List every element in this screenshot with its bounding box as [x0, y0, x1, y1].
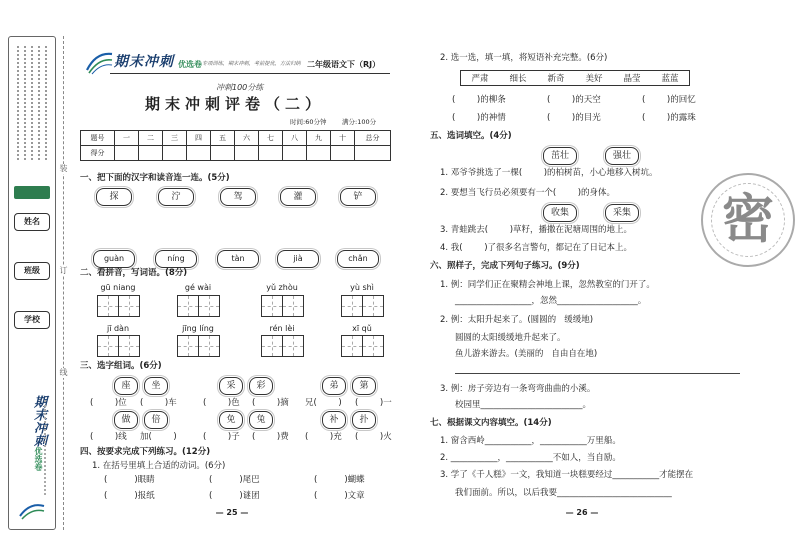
score-cell: [115, 146, 139, 161]
choice-word-cloud: 强壮: [605, 147, 639, 165]
pinyin-prompt: jīng líng: [182, 324, 214, 333]
section-4-title: 四、按要求完成下列练习。(12分): [80, 447, 211, 457]
word-bank-item: 美好: [585, 74, 603, 84]
recitation-line: 3. 学了《千人糕》一文，我知道一块糕要经过___________才能摆在: [440, 470, 694, 480]
score-cell: [283, 146, 307, 161]
choice-char-cloud: 第: [352, 377, 376, 395]
notice-text-line: [31, 46, 33, 160]
score-header-cell: 十: [331, 131, 355, 146]
writing-grid-cell: [177, 335, 199, 357]
recitation-line: 我们面前。所以，以后我要___________________________: [455, 488, 672, 498]
class-label: 班级: [14, 262, 50, 280]
word-blank: ( )位: [90, 398, 127, 408]
section-3-title: 三、选字组词。(6分): [80, 361, 162, 371]
confidential-stamp: [701, 173, 795, 267]
notice-badge: [14, 186, 50, 199]
writing-grid-cell: [97, 295, 119, 317]
section-4-question-1: 1. 在括号里填上合适的动词。(6分): [92, 461, 226, 471]
grade-label: 二年级语文下（RJ）: [307, 60, 381, 69]
word-blank: ( )子: [203, 432, 240, 442]
choice-char-cloud: 坐: [144, 377, 168, 395]
writing-grid-cell: [341, 335, 363, 357]
book-logo-icon: [84, 48, 114, 76]
answer-line: __________________，忽然___________________。: [455, 296, 647, 306]
score-header-cell: 题号: [81, 131, 115, 146]
choice-char-cloud: 免: [219, 411, 243, 429]
writing-grid-cell: [118, 335, 140, 357]
score-header-cell: 五: [211, 131, 235, 146]
word-blank: ( )费: [252, 432, 289, 442]
publisher-logo-icon: [18, 500, 46, 522]
fill-sentence: 1. 邓爷爷挑选了一棵( )的柏树苗，小心地移入树坑。: [440, 168, 658, 178]
word-blank: ( )充: [305, 432, 342, 442]
binding-mark: 订: [59, 266, 68, 275]
score-cell: [307, 146, 331, 161]
margin-logo-main: 期末冲刺: [31, 395, 46, 447]
notice-text-line: [24, 46, 26, 160]
score-header-cell: 三: [163, 131, 187, 146]
recitation-line: 1. 窗含西岭___________，___________万里船。: [440, 436, 621, 446]
word-blank: ( )火: [355, 432, 392, 442]
example-sentence: 2. 例：太阳升起来了。(圆圆的 缓缓地): [440, 315, 594, 325]
score-header-cell: 八: [283, 131, 307, 146]
writing-grid-cell: [282, 295, 304, 317]
section-2-title: 二、看拼音，写词语。(8分): [80, 268, 188, 278]
word-bank-box: [460, 70, 690, 86]
word-blank: 加( ): [140, 432, 177, 442]
hanzi-cloud: 泞: [158, 188, 194, 206]
example-sentence: 3. 例：房子旁边有一条弯弯曲曲的小溪。: [440, 384, 596, 394]
writing-grid-cell: [362, 335, 384, 357]
fill-sentence: 4. 我( )了很多名言警句，都记在了日记本上。: [440, 243, 633, 253]
exam-time: 时间:60分钟: [290, 118, 327, 126]
choice-char-cloud: 做: [114, 411, 138, 429]
score-header-cell: 二: [139, 131, 163, 146]
choice-char-cloud: 倍: [144, 411, 168, 429]
writing-grid-cell: [177, 295, 199, 317]
hanzi-cloud: 驾: [220, 188, 256, 206]
word-blank: ( )摘: [252, 398, 289, 408]
header-rule: [110, 73, 390, 74]
binding-mark: 线: [59, 368, 68, 377]
score-header-cell: 六: [235, 131, 259, 146]
pinyin-cloud: guàn: [93, 250, 135, 268]
score-cell: [259, 146, 283, 161]
writing-grid-cell: [198, 335, 220, 357]
hanzi-cloud: 灌: [280, 188, 316, 206]
margin-logo-slogan-line: [44, 400, 46, 495]
word-blank: ( )色: [203, 398, 240, 408]
margin-logo-sub: 优选卷: [34, 447, 43, 471]
phrase-blank: ( )的天空: [547, 95, 601, 105]
header-slogan: 专项训练，期末冲刺，考前提优，方法归纳: [202, 61, 301, 67]
pinyin-prompt: gé wài: [184, 283, 212, 292]
pinyin-cloud: chǎn: [337, 250, 379, 268]
writing-grid-cell: [261, 335, 283, 357]
score-cell: [355, 146, 391, 161]
word-bank-item: 严肃: [471, 74, 489, 84]
writing-grid-cell: [118, 295, 140, 317]
verb-blank: ( )眼睛: [104, 475, 155, 485]
name-label: 姓名: [14, 213, 50, 231]
score-header-cell: 七: [259, 131, 283, 146]
score-header-cell: 九: [307, 131, 331, 146]
word-bank-item: 新奇: [547, 74, 565, 84]
phrase-blank: ( )的回忆: [642, 95, 696, 105]
verb-blank: ( )蝴蝶: [314, 475, 365, 485]
exam-full-score: 满分:100分: [342, 118, 377, 126]
score-cell: [235, 146, 259, 161]
section-7-title: 七、根据课文内容填空。(14分): [430, 418, 552, 428]
phrase-blank: ( )的柳条: [452, 95, 506, 105]
stamp-character: 密: [721, 190, 774, 250]
score-table-score-row: [81, 146, 391, 161]
score-table: [80, 130, 391, 161]
pinyin-prompt: yù shì: [350, 283, 374, 292]
score-cell: [187, 146, 211, 161]
question-2-title: 2. 选一选，填一填，将短语补充完整。(6分): [440, 53, 608, 63]
writing-grid-cell: [282, 335, 304, 357]
writing-grid-cell: [362, 295, 384, 317]
writing-grid-cell: [198, 295, 220, 317]
notice-text-line: [17, 46, 19, 160]
notice-text-line: [38, 46, 40, 160]
phrase-blank: ( )的神情: [452, 113, 506, 123]
phrase-blank: ( )的目光: [547, 113, 601, 123]
word-blank: ( )车: [140, 398, 177, 408]
score-cell: [211, 146, 235, 161]
pinyin-cloud: jià: [277, 250, 319, 268]
verb-blank: ( )报纸: [104, 491, 155, 501]
hanzi-cloud: 铲: [340, 188, 376, 206]
answer-rule: [455, 373, 740, 374]
pinyin-prompt: rén lèi: [269, 324, 295, 333]
model-sentence: 圆圆的太阳缓缓地升起来了。: [455, 333, 566, 343]
choice-char-cloud: 采: [219, 377, 243, 395]
school-label: 学校: [14, 311, 50, 329]
section-6-title: 六、照样子，完成下列句子练习。(9分): [430, 261, 580, 271]
score-header-cell: 总分: [355, 131, 391, 146]
phrase-blank: ( )的露珠: [642, 113, 696, 123]
pinyin-prompt: xī qǔ: [352, 324, 372, 333]
fill-sentence: 3. 青蛙跳去( )草籽，播撒在泥塘周围的地上。: [440, 225, 633, 235]
score-cell: [139, 146, 163, 161]
choice-char-cloud: 补: [322, 411, 346, 429]
example-sentence: 1. 例：同学们正在聚精会神地上课，忽然教室的门开了。: [440, 280, 655, 290]
binding-dashed-line: [63, 36, 64, 530]
choice-word-cloud: 收集: [543, 204, 577, 222]
writing-grid-cell: [261, 295, 283, 317]
choice-char-cloud: 扑: [352, 411, 376, 429]
pinyin-cloud: tàn: [217, 250, 259, 268]
choice-char-cloud: 座: [114, 377, 138, 395]
choice-char-cloud: 彩: [249, 377, 273, 395]
pinyin-prompt: yǔ zhòu: [266, 283, 298, 292]
writing-grid-cell: [97, 335, 119, 357]
word-bank-item: 蓝蓝: [661, 74, 679, 84]
pinyin-cloud: níng: [155, 250, 197, 268]
word-blank: ( )一: [355, 398, 392, 408]
header-logo-main: 期末冲刺: [114, 54, 174, 70]
header-logo-sub: 优选卷: [178, 60, 202, 69]
exam-title: 期末冲刺评卷（二）: [144, 95, 325, 113]
recitation-line: 2. ___________，___________不如人，当自励。: [440, 453, 621, 463]
writing-grid-cell: [341, 295, 363, 317]
page-number-right: — 26 —: [565, 508, 599, 517]
hanzi-cloud: 探: [96, 188, 132, 206]
verb-blank: ( )文章: [314, 491, 365, 501]
choice-char-cloud: 兔: [249, 411, 273, 429]
score-cell: [163, 146, 187, 161]
score-table-header-row: [81, 131, 391, 146]
score-cell: [331, 146, 355, 161]
page-number-left: — 25 —: [215, 508, 249, 517]
score-header-cell: 一: [115, 131, 139, 146]
prompt-sentence: 鱼儿游来游去。(美丽的 自由自在地): [455, 349, 598, 359]
choice-word-cloud: 茁壮: [543, 147, 577, 165]
word-blank: 兄( ): [305, 398, 342, 408]
section-1-title: 一、把下面的汉字和读音连一连。(5分): [80, 173, 230, 183]
answer-line: 校园里________________________。: [455, 400, 592, 410]
section-5-title: 五、选词填空。(4分): [430, 131, 512, 141]
header-subtitle: 冲刺100分练: [216, 83, 264, 92]
score-header-cell: 四: [187, 131, 211, 146]
verb-blank: ( )尾巴: [209, 475, 260, 485]
pinyin-prompt: jī dàn: [106, 324, 130, 333]
binding-mark: 装: [59, 164, 68, 173]
notice-text-line: [45, 46, 47, 160]
choice-word-cloud: 采集: [605, 204, 639, 222]
word-bank-item: 细长: [509, 74, 527, 84]
score-row-label: 得分: [81, 146, 115, 161]
choice-char-cloud: 弟: [322, 377, 346, 395]
word-blank: ( )线: [90, 432, 127, 442]
pinyin-prompt: gū niang: [100, 283, 136, 292]
word-bank-item: 晶莹: [623, 74, 641, 84]
fill-sentence: 2. 要想当飞行员必须要有一个( )的身体。: [440, 188, 616, 198]
verb-blank: ( )谜团: [209, 491, 260, 501]
